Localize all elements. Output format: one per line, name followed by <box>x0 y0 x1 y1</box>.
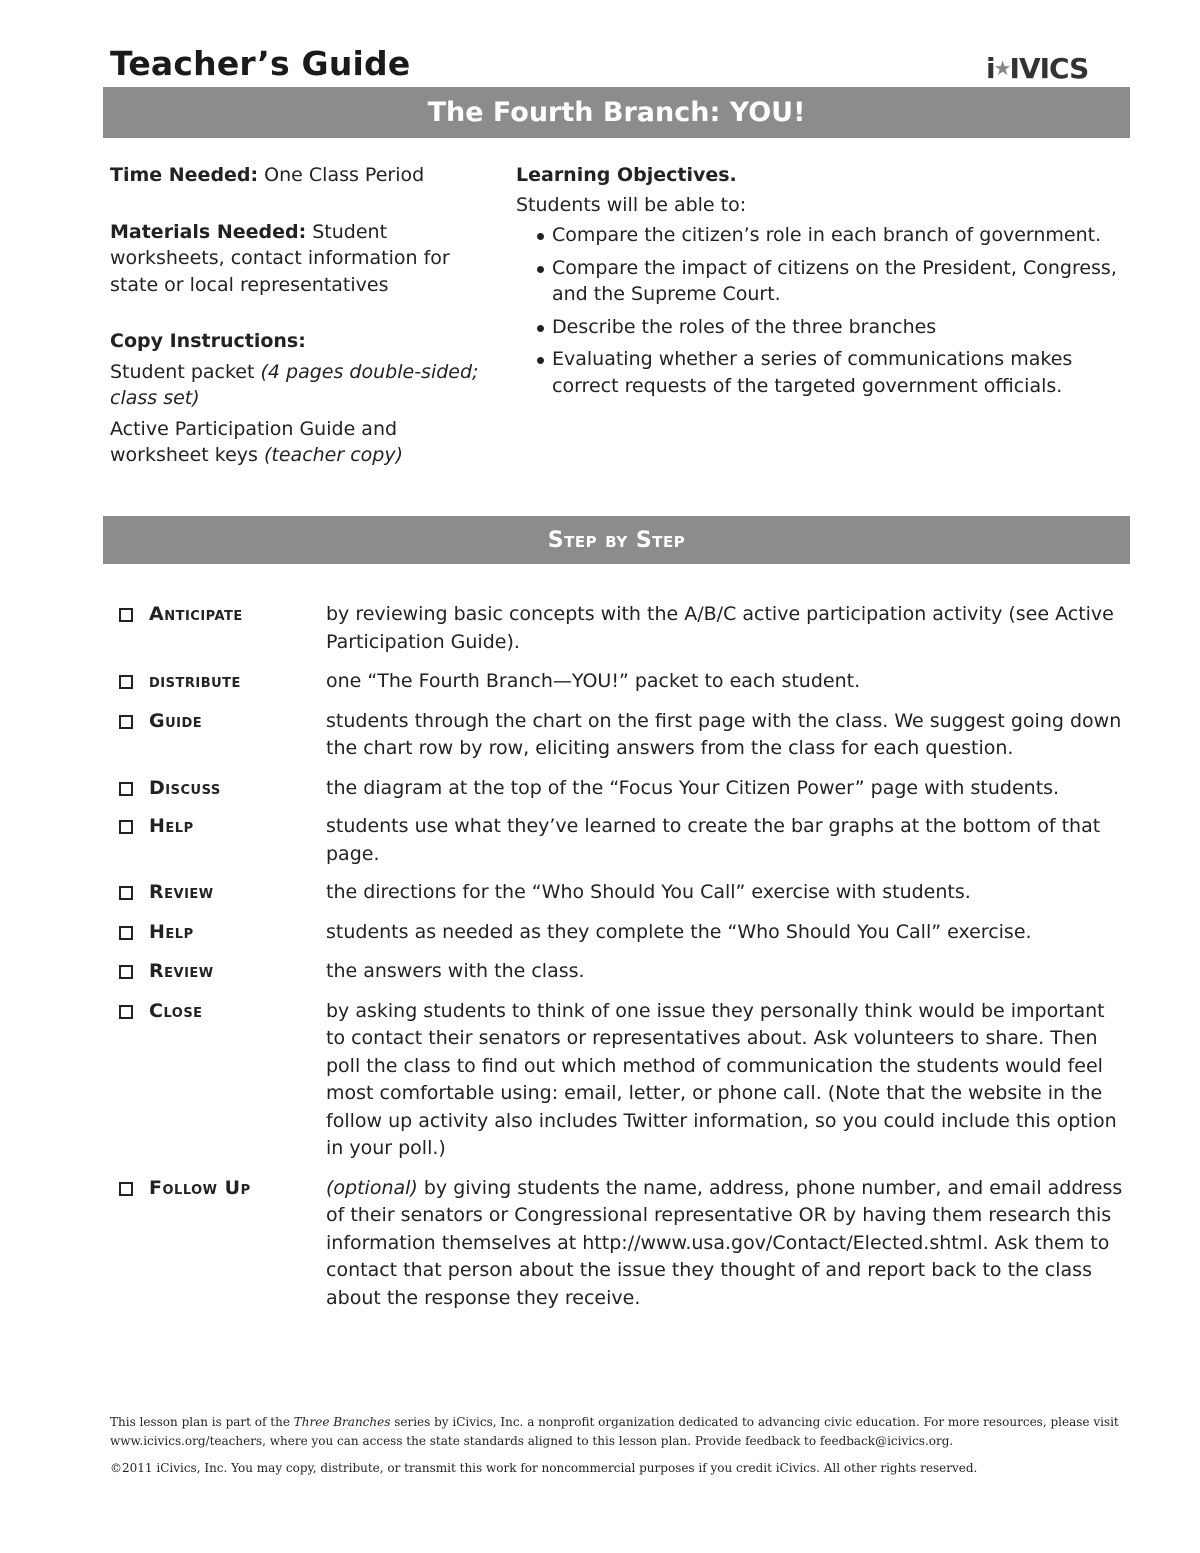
step-by-step-banner: Step by Step <box>103 516 1130 564</box>
step-verb: Help <box>149 920 194 943</box>
step-description: the answers with the class. <box>326 960 585 982</box>
footer-copyright: ©2011 iCivics, Inc. You may copy, distribute, or transmit this work for noncommercial purposes if you credit iCivics. All other rights reserved. <box>110 1461 978 1475</box>
copy-line2-text: Active Participation Guide and worksheet keys <box>110 417 398 466</box>
checkbox-icon[interactable] <box>119 675 133 689</box>
page-title: Teacher’s Guide <box>110 44 411 83</box>
step-verb: Discuss <box>149 776 221 799</box>
step-item <box>110 998 1140 1163</box>
logo-text-a: i <box>986 52 995 85</box>
step-description: students through the chart on the first page with the class. We suggest going down the chart row by row, eliciting answers from the class for each question. <box>326 709 1122 759</box>
learning-objectives-label: Learning Objectives. <box>516 164 737 186</box>
footer-text-a: This lesson plan is part of the <box>110 1415 294 1429</box>
materials-needed <box>110 219 490 299</box>
step-verb: distribute <box>149 670 241 692</box>
footer-text-b: series by iCivics, Inc. a nonprofit organization dedicated to advancing civic education. For more resources, please visit www.icivics.org/teachers, where you can access the state standards aligned to this lesson plan. Provide feedback to feedback@icivics.org. <box>110 1415 1119 1448</box>
list-item: Evaluating whether a series of communications makes correct requests of the targeted government officials. <box>552 346 1136 399</box>
time-needed-label: Time Needed: <box>110 164 259 186</box>
checkbox-icon[interactable] <box>119 715 133 729</box>
icivics-logo <box>986 52 1088 85</box>
step-item <box>110 1175 1140 1313</box>
materials-needed-label: Materials Needed: <box>110 220 307 243</box>
copy-line-guide <box>110 416 490 469</box>
step-verb: Close <box>149 999 203 1022</box>
steps-list <box>110 601 1140 1312</box>
footer-note <box>110 1413 1130 1451</box>
lesson-details <box>110 162 490 489</box>
step-verb: Anticipate <box>149 603 243 625</box>
step-item <box>110 601 1140 656</box>
copy-instructions <box>110 328 490 469</box>
copy-line1-text: Student packet <box>110 360 261 383</box>
step-verb: Guide <box>149 709 203 732</box>
step-item <box>110 708 1140 763</box>
step-verb: Review <box>149 881 214 903</box>
checkbox-icon[interactable] <box>119 608 133 622</box>
step-item <box>110 813 1140 868</box>
checkbox-icon[interactable] <box>119 1182 133 1196</box>
checkbox-icon[interactable] <box>119 926 133 940</box>
step-item <box>110 919 1140 947</box>
step-description: by reviewing basic concepts with the A/B/C active participation activity (see Active Participation Guide). <box>326 603 1114 653</box>
footer <box>110 1413 1130 1486</box>
step-description: one “The Fourth Branch—YOU!” packet to each student. <box>326 670 861 692</box>
step-description: students as needed as they complete the “Who Should You Call” exercise. <box>326 920 1032 943</box>
lesson-title-banner: The Fourth Branch: YOU! <box>103 87 1130 138</box>
checkbox-icon[interactable] <box>119 820 133 834</box>
step-verb: Review <box>149 960 214 982</box>
list-item: Describe the roles of the three branches <box>552 314 1136 341</box>
checkbox-icon[interactable] <box>119 965 133 979</box>
copy-line1-italic: (4 pages double-sided; class set) <box>110 360 479 409</box>
step-description-text: by giving students the name, address, phone number, and email address of their senators or Congressional representative OR by having them research this information themselves at http://www.usa.gov/Contact/Elected.shtml. Ask them to contact that person about the issue they thought of and report back to the class about the response they receive. <box>326 1176 1123 1309</box>
step-description: students use what they’ve learned to create the bar graphs at the bottom of that page. <box>326 815 1101 865</box>
step-verb: Follow Up <box>149 1176 251 1199</box>
step-description: the diagram at the top of the “Focus Your Citizen Power” page with students. <box>326 776 1060 799</box>
checkbox-icon[interactable] <box>119 1005 133 1019</box>
checkbox-icon[interactable] <box>119 886 133 900</box>
materials-needed-value: Student worksheets, contact information for state or local representatives <box>110 220 450 296</box>
step-description: the directions for the “Who Should You Call” exercise with students. <box>326 881 971 903</box>
copy-line-student-packet <box>110 359 490 412</box>
optional-note: (optional) <box>326 1176 418 1199</box>
step-description <box>326 1175 1126 1313</box>
footer-series-name: Three Branches <box>293 1415 391 1429</box>
step-item <box>110 879 1140 907</box>
learning-objectives-intro: Students will be able to: <box>516 193 747 216</box>
list-item: Compare the citizen’s role in each branch of government. <box>552 222 1136 249</box>
time-needed-value: One Class Period <box>258 164 425 186</box>
copy-line2-italic: (teacher copy) <box>264 444 404 466</box>
checkbox-icon[interactable] <box>119 782 133 796</box>
star-icon: ★ <box>993 56 1011 80</box>
objectives-list <box>516 222 1136 399</box>
step-item <box>110 775 1140 803</box>
step-description: by asking students to think of one issue they personally think would be important to contact their senators or representatives about. Ask volunteers to share. Then poll the class to find out which method of communication the students would feel most comfortable using: email, letter, or phone call. (Note that the website in the follow up activity also includes Twitter information, so you could include this option in your poll.) <box>326 999 1117 1159</box>
time-needed <box>110 162 490 189</box>
logo-text-b: IVICS <box>1009 52 1089 85</box>
step-item <box>110 958 1140 986</box>
list-item: Compare the impact of citizens on the President, Congress, and the Supreme Court. <box>552 255 1136 308</box>
learning-objectives <box>516 162 1136 405</box>
step-verb: Help <box>149 815 194 837</box>
step-item <box>110 668 1140 696</box>
copy-instructions-label: Copy Instructions: <box>110 330 306 352</box>
